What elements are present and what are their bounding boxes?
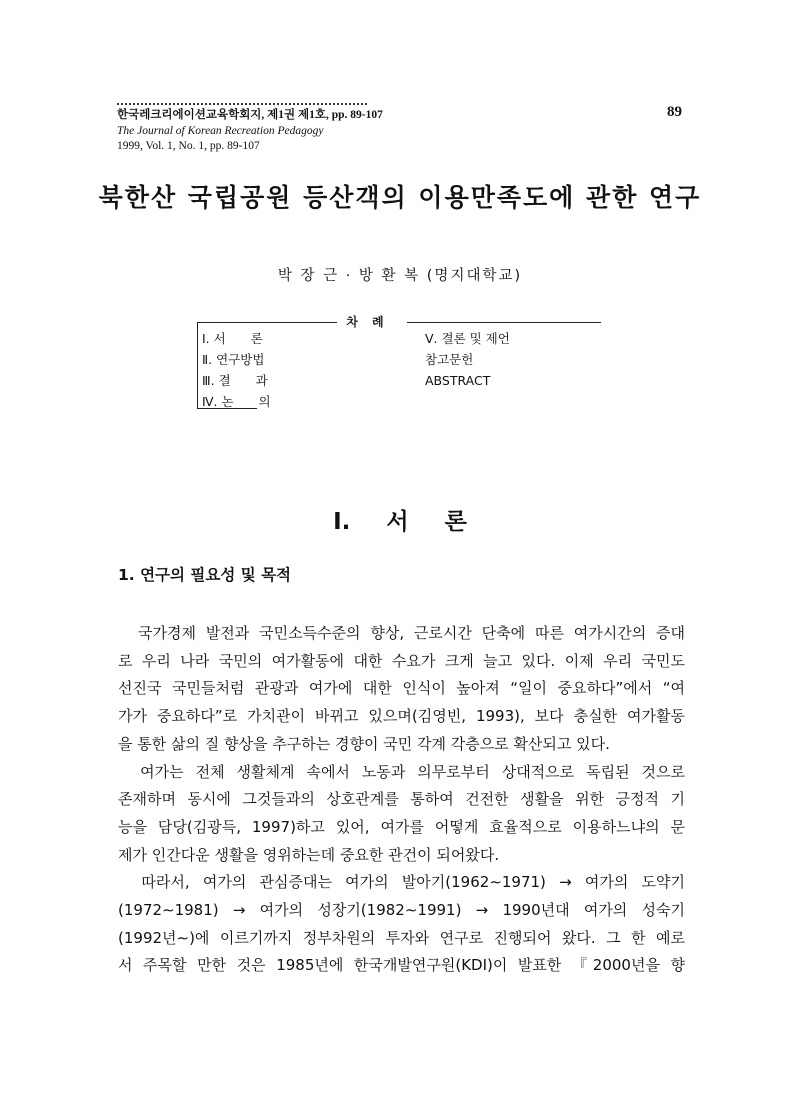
toc-right-column [425, 328, 510, 391]
paper-authors: 박 장 근 · 방 환 복 (명지대학교) [277, 268, 523, 284]
body-line: 따라서, 여가의 관심증대는 여가의 발아기(1962∼1971) → 여가의 도약기 [118, 873, 685, 892]
header-dotted-rule [117, 103, 367, 105]
toc-item: Ⅱ. 연구방법 [202, 352, 265, 367]
toc-rule-left [197, 322, 337, 323]
table-of-contents [197, 317, 601, 417]
body-line: 서 주목할 만한 것은 1985년에 한국개발연구원(KDI)이 발표한 『2000년을 향 [118, 956, 685, 975]
body-line: 가가 중요하다”로 가치관이 바뀌고 있으며(김영빈, 1993), 보다 충실한 여가활동 [118, 707, 685, 726]
toc-item: Ⅴ. 결론 및 제언 [425, 331, 510, 346]
body-line: (1972∼1981) → 여가의 성장기(1982∼1991) → 1990년대 여가의 성숙기 [118, 901, 685, 920]
toc-left-column [202, 328, 271, 412]
journal-volume-info: 1999, Vol. 1, No. 1, pp. 89-107 [117, 140, 260, 152]
body-line: 제가 인간다운 생활을 영위하는데 중요한 관건이 되어왔다. [118, 845, 500, 864]
toc-heading: 차례 [346, 315, 398, 329]
body-line: 여가는 전체 생활체계 속에서 노동과 의무로부터 상대적으로 독립된 것으로 [118, 762, 685, 781]
body-line: 선진국 국민들처럼 관광과 여가에 대한 인식이 높아져 “일이 중요하다”에서 “여 [118, 679, 685, 698]
body-line: 로 우리 나라 국민의 여가활동에 대한 수요가 크게 늘고 있다. 이제 우리 국민도 [118, 651, 685, 670]
body-line: 을 통한 삶의 질 향상을 추구하는 경향이 국민 각계 각층으로 확산되고 있다. [118, 734, 610, 753]
toc-rule-right [407, 322, 601, 323]
body-line: 능을 담당(김광득, 1997)하고 있어, 여가를 어떻게 효율적으로 이용하느냐의 문 [118, 817, 685, 836]
toc-item: Ⅳ. 논 의 [202, 394, 271, 409]
body-line: (1992년∼)에 이르기까지 정부차원의 투자와 연구로 진행되어 왔다. 그 한 예로 [118, 928, 685, 947]
toc-item: Ⅰ. 서 론 [202, 331, 263, 346]
section-heading-introduction: Ⅰ. 서 론 [333, 509, 467, 535]
toc-item: 참고문헌 [425, 352, 474, 367]
body-line: 국가경제 발전과 국민소득수준의 향상, 근로시간 단축에 따른 여가시간의 증대 [118, 624, 685, 642]
body-line: 존재하며 동시에 그것들과의 상호관계를 통하여 건전한 생활을 위한 긍정적 기 [118, 790, 685, 809]
journal-header [117, 108, 383, 155]
toc-item: ABSTRACT [425, 373, 491, 388]
toc-bracket [197, 322, 198, 408]
journal-korean-citation: 한국레크리에이션교육학회지, 제1권 제1호, pp. 89-107 [117, 109, 383, 121]
paper-title: 북한산 국립공원 등산객의 이용만족도에 관한 연구 [98, 183, 702, 212]
toc-item: Ⅲ. 결 과 [202, 373, 268, 388]
body-text [118, 620, 685, 980]
subsection-heading: 1. 연구의 필요성 및 목적 [118, 566, 292, 584]
page-number: 89 [667, 104, 682, 120]
journal-english-title: The Journal of Korean Recreation Pedagogy [117, 124, 324, 137]
